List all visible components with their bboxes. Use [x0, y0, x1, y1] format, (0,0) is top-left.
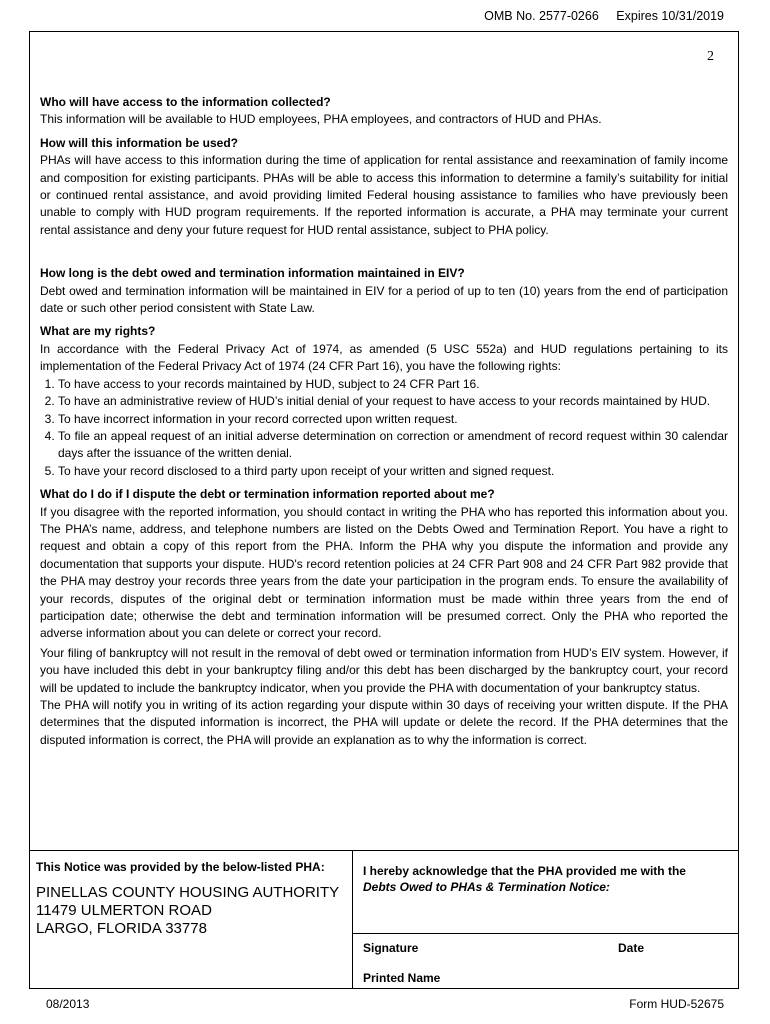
notice-title: Debts Owed to PHAs & Termination Notice: [363, 880, 610, 894]
dispute-body-2: Your filing of bankruptcy will not result in the removal of debt owed or termination information from HUD’s EIV system. However, if you have included this debt in your bankruptcy filing and/or this debt has been discharged by the bankruptcy court, your record will be updated to include the bankruptcy indicator, when you provide the PHA with documentation of your bankruptcy status. [40, 645, 728, 695]
retention-body: Debt owed and termination information will be maintained in EIV for a period of up to ten (10) years from the end of participation date or such other period consistent with State Law. [40, 283, 728, 316]
page-number: 2 [707, 49, 714, 64]
date-field[interactable]: Date [618, 941, 645, 955]
rights-item: 4. To file an appeal request of an initial adverse determination on correction or amendment of record request within 30 calendar days after the issuance of the written denial. [58, 428, 728, 463]
usage-heading: How will this information be used? [40, 135, 239, 150]
pha-name: PINELLAS COUNTY HOUSING AUTHORITY [36, 884, 340, 901]
signature-field[interactable]: Signature [363, 941, 419, 955]
revision-date: 08/2013 [46, 997, 90, 1011]
pha-street: 11479 ULMERTON ROAD [36, 902, 212, 919]
notice-provided-label: This Notice was provided by the below-listed PHA: [36, 860, 325, 874]
rights-item: 2. To have an administrative review of HUD’s initial denial of your request to have access to your records maintained by HUD. [58, 393, 728, 410]
pha-city-state: LARGO, FLORIDA 33778 [36, 920, 207, 937]
access-heading: Who will have access to the information collected? [40, 95, 331, 109]
pha-box [30, 851, 353, 988]
acknowledgment-section [30, 850, 738, 988]
expiration-date: Expires 10/31/2019 [616, 9, 724, 23]
form-header [470, 9, 724, 23]
dispute-body-1: If you disagree with the reported information, you should contact in writing the PHA who has reported this information about you. The PHA’s name, address, and telephone numbers are listed on the Debts Owed and Termination Report. You have a right to request and obtain a copy of this report from the PHA. Inform the PHA why you dispute the information and provide any documentation that supports your dispute. HUD's record retention policies at 24 CFR Part 908 and 24 CFR Part 982 provide that the PHA may destroy your records three years from the date your participation in the program ends. To ensure the availability of your records, disputes of the original debt or termination information must be made within three years from the end of participation date; otherwise the debt and termination information will be presumed correct. Only the PHA who reported the adverse information about you can delete or correct your record. [40, 504, 728, 641]
signature-divider [353, 933, 738, 934]
acknowledgment-text: I hereby acknowledge that the PHA provided me with the [363, 864, 686, 878]
signature-box [353, 851, 738, 988]
rights-list [40, 376, 728, 480]
retention-heading: How long is the debt owed and termination information maintained in EIV? [40, 266, 465, 281]
omb-number: OMB No. 2577-0266 [484, 9, 599, 23]
dispute-body-3: The PHA will notify you in writing of its action regarding your dispute within 30 days of receiving your written dispute. If the PHA determines that the disputed information is incorrect, the PHA will update or delete the record. If the PHA determines that the disputed information is correct, the PHA will provide an explanation as to why the information is correct. [40, 698, 728, 747]
usage-body: PHAs will have access to this information during the time of application for rental assistance and reexamination of family income and composition for existing participants. PHAs will be able to access this information to determine a family’s suitability for initial or continued rental assistance, and avoid providing limited Federal housing assistance to families who have previously been unable to comply with HUD program requirements. If the reported information is accurate, a PHA may terminate your current rental assistance and deny your future request for HUD rental assistance, subject to PHA policy. [40, 153, 728, 237]
rights-item: 3. To have incorrect information in your record corrected upon written request. [58, 411, 728, 428]
form-frame [29, 31, 739, 989]
printed-name-field[interactable]: Printed Name [363, 971, 441, 985]
acknowledgment-statement [363, 863, 738, 895]
rights-heading: What are my rights? [40, 324, 156, 339]
rights-item: 1. To have access to your records maintained by HUD, subject to 24 CFR Part 16. [58, 376, 728, 393]
dispute-heading: What do I do if I dispute the debt or termination information reported about me? [40, 487, 495, 502]
form-number: Form HUD-52675 [629, 997, 724, 1011]
notice-content [40, 94, 728, 749]
rights-intro: In accordance with the Federal Privacy Act of 1974, as amended (5 USC 552a) and HUD regulations pertaining to its implementation of the Federal Privacy Act of 1974 (24 CFR Part 16), you have the following rights: [40, 341, 728, 374]
pha-address [36, 884, 352, 938]
rights-item: 5. To have your record disclosed to a third party upon receipt of your written and signed request. [58, 463, 728, 480]
access-body: This information will be available to HUD employees, PHA employees, and contractors of HUD and PHAs. [40, 112, 602, 127]
